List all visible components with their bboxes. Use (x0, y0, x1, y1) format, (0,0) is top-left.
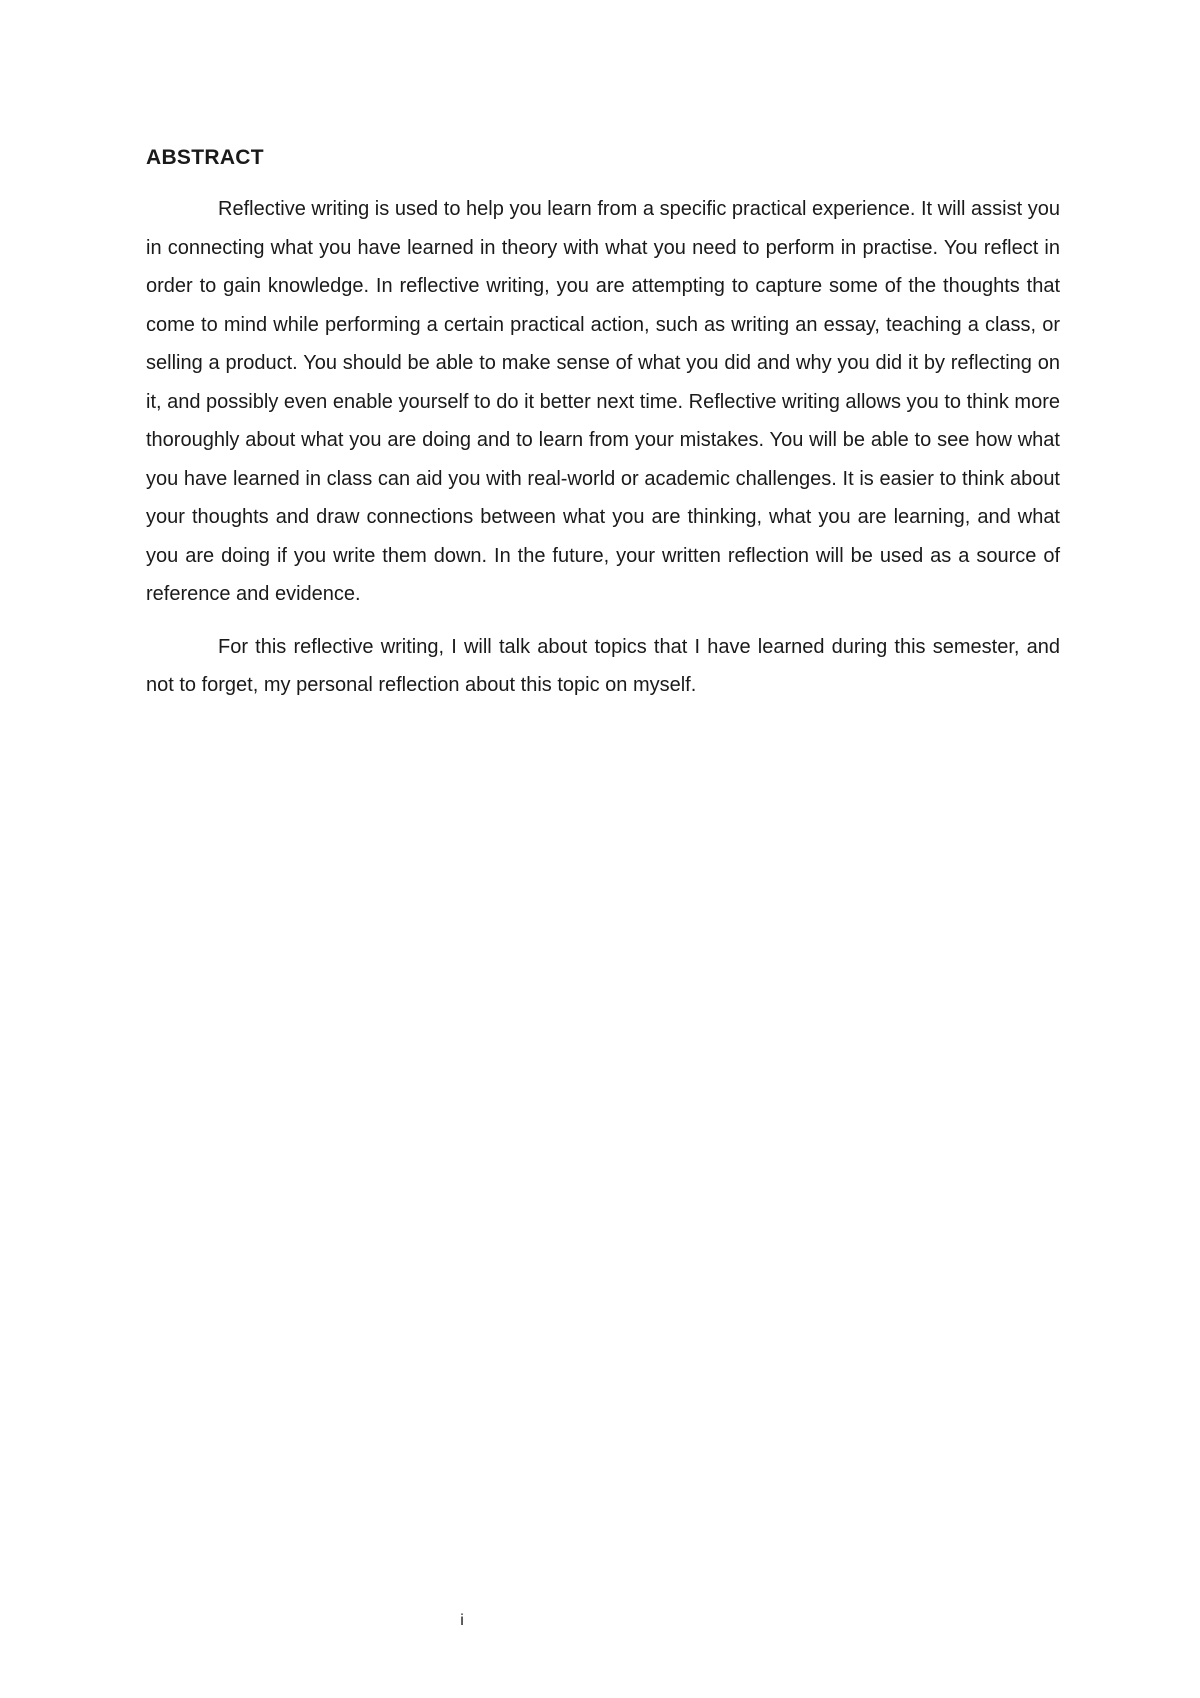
page-number: i (460, 1612, 464, 1629)
abstract-paragraph-2: For this reflective writing, I will talk about topics that I have learned during this semester, and not to forget, my personal reflection about this topic on myself. (146, 635, 1060, 696)
abstract-paragraph-1: Reflective writing is used to help you learn from a specific practical experience. It will assist you in connecting what you have learned in theory with what you need to perform in practise. You reflect in order to gain knowledge. In reflective writing, you are attempting to capture some of the thoughts that come to mind while performing a certain practical action, such as writing an essay, teaching a class, or selling a product. You should be able to make sense of what you did and why you did it by reflecting on it, and possibly even enable yourself to do it better next time. Reflective writing allows you to think more thoroughly about what you are doing and to learn from your mistakes. You will be able to see how what you have learned in class can aid you with real-world or academic challenges. It is easier to think about your thoughts and draw connections between what you are thinking, what you are learning, and what you are doing if you write them down. In the future, your written reflection will be used as a source of reference and evidence. (146, 198, 1060, 605)
section-heading: ABSTRACT (146, 146, 264, 169)
document-body (146, 144, 1060, 719)
